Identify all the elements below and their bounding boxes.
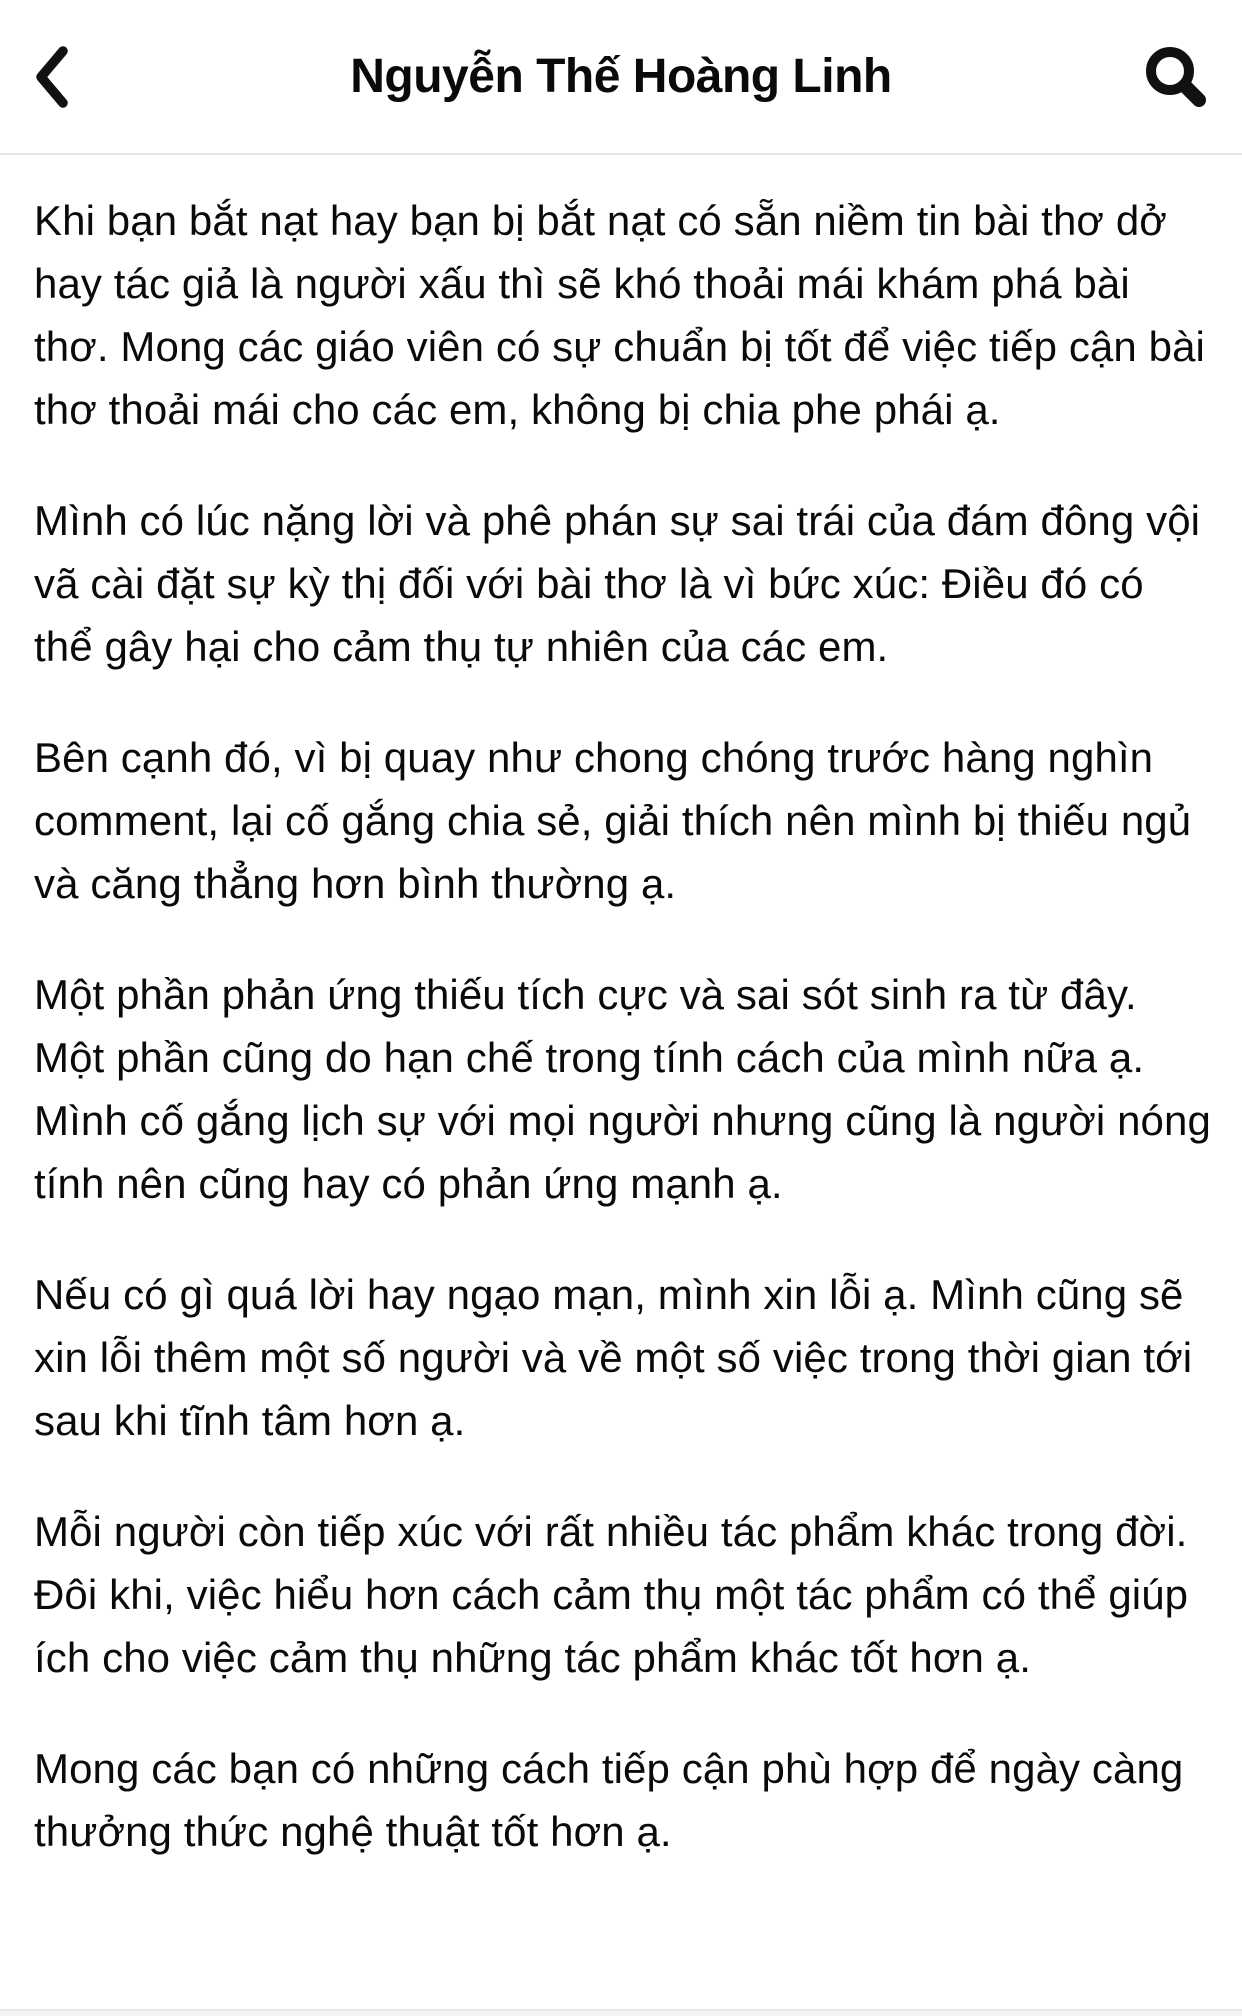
header-right — [1088, 45, 1208, 109]
article-paragraph: Nếu có gì quá lời hay ngạo mạn, mình xin lỗi ạ. Mình cũng sẽ xin lỗi thêm một số người và về một số việc trong thời gian tới sau khi tĩnh tâm hơn ạ. — [34, 1271, 1193, 1444]
page-title: Nguyễn Thế Hoàng Linh — [350, 50, 892, 103]
header-bar — [0, 0, 1242, 155]
header-left — [34, 46, 154, 108]
article-paragraph: Mình có lúc nặng lời và phê phán sự sai trái của đám đông vội vã cài đặt sự kỳ thị đối với bài thơ là vì bức xúc: Điều đó có thể gây hại cho cảm thụ tự nhiên của các em. — [34, 497, 1201, 670]
bottom-edge-divider — [0, 2009, 1242, 2016]
article-paragraph: Một phần phản ứng thiếu tích cực và sai sót sinh ra từ đây. Một phần cũng do hạn chế trong tính cách của mình nữa ạ. Mình cố gắng lịch sự với mọi người nhưng cũng là người nóng tính nên cũng hay có phản ứng mạnh ạ. — [34, 971, 1211, 1207]
article-paragraph: Mong các bạn có những cách tiếp cận phù hợp để ngày càng thưởng thức nghệ thuật tốt hơn ạ. — [34, 1745, 1184, 1855]
article-paragraph: Khi bạn bắt nạt hay bạn bị bắt nạt có sẵn niềm tin bài thơ dở hay tác giả là người xấu thì sẽ khó thoải mái khám phá bài thơ. Mong các giáo viên có sự chuẩn bị tốt để việc tiếp cận bài thơ thoải mái cho các em, không bị chia phe phái ạ. — [34, 197, 1205, 433]
article-paragraph: Mỗi người còn tiếp xúc với rất nhiều tác phẩm khác trong đời. Đôi khi, việc hiểu hơn cách cảm thụ một tác phẩm có thể giúp ích cho việc cảm thụ những tác phẩm khác tốt hơn ạ. — [34, 1508, 1189, 1681]
search-button[interactable] — [1144, 45, 1208, 109]
search-icon — [1144, 45, 1208, 109]
article-body — [0, 155, 1242, 1863]
chevron-left-icon — [34, 46, 70, 108]
article-paragraph: Bên cạnh đó, vì bị quay như chong chóng trước hàng nghìn comment, lại cố gắng chia sẻ, giải thích nên mình bị thiếu ngủ và căng thẳng hơn bình thường ạ. — [34, 734, 1192, 907]
back-button[interactable] — [34, 46, 70, 108]
